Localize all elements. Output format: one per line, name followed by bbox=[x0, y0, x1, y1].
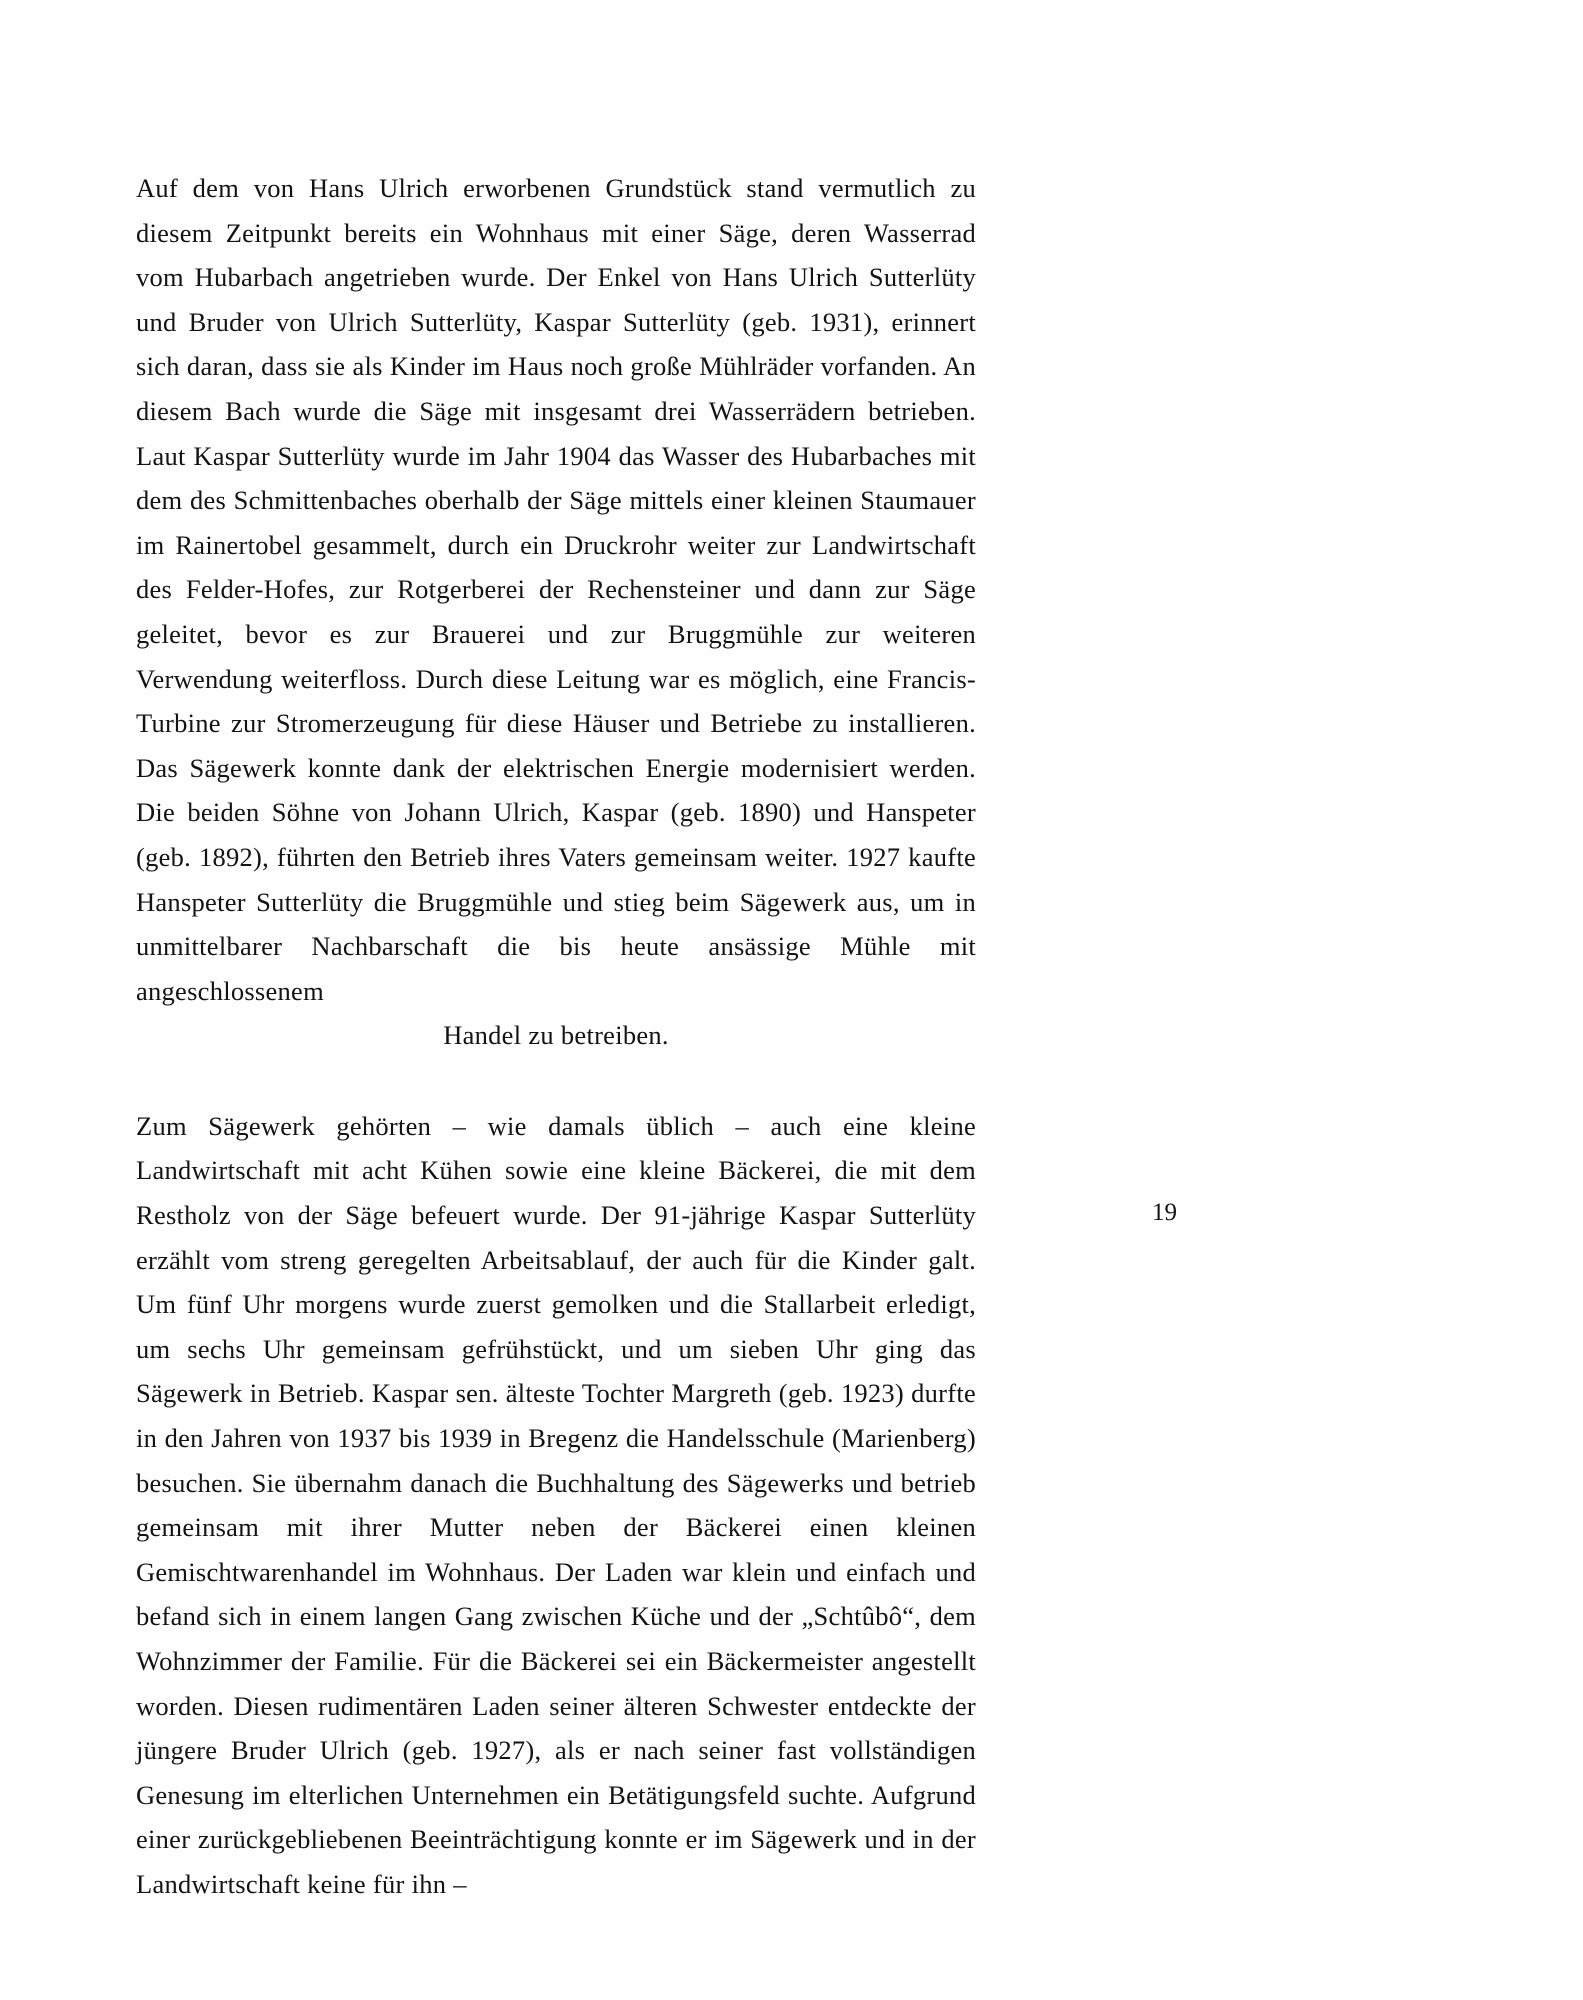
page-number: 19 bbox=[1152, 1199, 1177, 1226]
body-paragraph-1 bbox=[136, 166, 976, 1058]
body-paragraph-2 bbox=[136, 1104, 976, 1907]
text-column bbox=[136, 166, 976, 1907]
paragraph-2-body: Zum Sägewerk gehörten – wie damals üblich – auch eine kleine Landwirtschaft mit acht Kühen sowie eine kleine Bäckerei, die mit dem Restholz von der Säge befeuert wurde. Der 91-jährige Kaspar Sutterlüty erzählt vom streng geregelten Arbeitsablauf, der auch für die Kinder galt. Um fünf Uhr morgens wurde zuerst gemolken und die Stallarbeit erledigt, um sechs Uhr gemeinsam gefrühstückt, und um sieben Uhr ging das Sägewerk in Betrieb. Kaspar sen. älteste Tochter Margreth (geb. 1923) durfte in den Jahren von 1937 bis 1939 in Bregenz die Handelsschule (Marienberg) besuchen. Sie übernahm danach die Buchhaltung des Sägewerks und betrieb gemeinsam mit ihrer Mutter neben der Bäckerei einen kleinen Gemischtwarenhandel im Wohnhaus. Der Laden war klein und einfach und befand sich in einem langen Gang zwischen Küche und der „Schtûbô“, dem Wohnzimmer der Familie. Für die Bäckerei sei ein Bäckermeister angestellt worden. Diesen rudimentären Laden seiner älteren Schwester entdeckte der jüngere Bruder Ulrich (geb. 1927), als er nach seiner fast vollständigen Genesung im elterlichen Unternehmen ein Betätigungsfeld suchte. Aufgrund einer zurückgebliebenen Beeinträchtigung konnte er im Sägewerk und in der Landwirtschaft keine für ihn – bbox=[136, 1110, 976, 1899]
paragraph-1-tail-line: Handel zu betreiben. bbox=[443, 1020, 669, 1051]
paragraph-1-body: Auf dem von Hans Ulrich erworbenen Grundstück stand vermutlich zu diesem Zeitpunkt bereits ein Wohnhaus mit einer Säge, deren Wasserrad vom Hubarbach angetrieben wurde. Der Enkel von Hans Ulrich Sutterlüty und Bruder von Ulrich Sutterlüty, Kaspar Sutterlüty (geb. 1931), erinnert sich daran, dass sie als Kinder im Haus noch große Mühlräder vorfanden. An diesem Bach wurde die Säge mit insgesamt drei Wasserrädern betrieben. Laut Kaspar Sutterlüty wurde im Jahr 1904 das Wasser des Hubarbaches mit dem des Schmittenbaches oberhalb der Säge mittels einer kleinen Staumauer im Rainertobel gesammelt, durch ein Druckrohr weiter zur Landwirtschaft des Felder-Hofes, zur Rotgerberei der Rechensteiner und dann zur Säge geleitet, bevor es zur Brauerei und zur Bruggmühle zur weiteren Verwendung weiterfloss. Durch diese Leitung war es möglich, eine Francis-Turbine zur Stromerzeugung für diese Häuser und Betriebe zu installieren. Das Sägewerk konnte dank der elektrischen Energie modernisiert werden. Die beiden Söhne von Johann Ulrich, Kaspar (geb. 1890) und Hanspeter (geb. 1892), führten den Betrieb ihres Vaters gemeinsam weiter. 1927 kaufte Hanspeter Sutterlüty die Bruggmühle und stieg beim Sägewerk aus, um in unmittelbarer Nachbarschaft die bis heute ansässige Mühle mit angeschlossenem bbox=[136, 173, 976, 1006]
